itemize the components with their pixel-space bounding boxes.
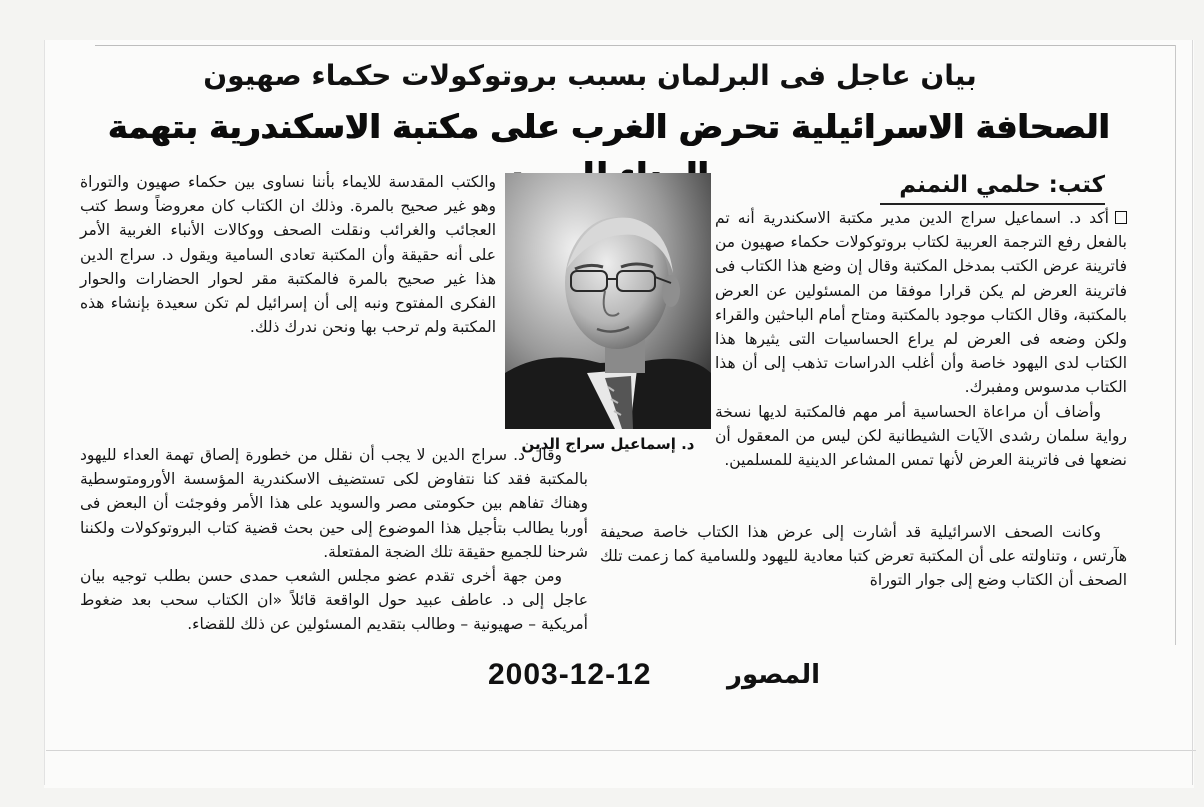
paragraph: وأضاف أن مراعاة الحساسية أمر مهم فالمكتبة لديها نسخة رواية سلمان رشدى الآيات الشيطانية لكن ليس من المعقول أن نضعها فى فاترينة العرض لأنها تمس المشاعر الدينية للمسلمين. xyxy=(715,402,1127,470)
byline-rule xyxy=(880,203,1105,205)
article-kicker: بيان عاجل فى البرلمان بسبب بروتوكولات حكماء صهيون xyxy=(203,59,977,92)
paragraph: وقال د. سراج الدين لا يجب أن نقلل من خطورة إلصاق تهمة العداء لليهود بالمكتبة فقد كنا نتفاوض لكى تستضيف الاسكندرية المؤسسة الأورومتوسطية وهناك تفاهم بين حكومتى مصر والسويد على هذا الأمر وفوجئت أن البعض فى أوربا يطالب بتأجيل هذا الموضوع إلى حين بحث قضية كتاب البروتوكولات ولكننا شرحنا للجميع حقيقة تلك الضجة المفتعلة. xyxy=(80,446,588,561)
paragraph: وكانت الصحف الاسرائيلية قد أشارت إلى عرض هذا الكتاب خاصة صحيفة هآرتس ، وتناولته على أن المكتبة تعرض كتبا معادية لليهود وللسامية كما زعمت تلك الصحف أن الكتاب وضع إلى جوار التوراة xyxy=(600,523,1127,590)
scan-border-bottom xyxy=(46,750,1196,751)
article-column-left-lower xyxy=(80,443,588,637)
portrait-photo xyxy=(505,173,711,429)
article-byline: كتب: حلمي النمنم xyxy=(899,172,1105,198)
article-column-right-lower xyxy=(600,520,1127,593)
source-date-line xyxy=(480,656,820,696)
portrait-illustration xyxy=(505,173,711,429)
photo-caption: د. إسماعيل سراج الدين xyxy=(521,435,695,453)
newspaper-name: المصور xyxy=(727,660,820,690)
square-bullet-icon xyxy=(1115,211,1127,224)
article-column-left xyxy=(80,170,496,339)
paragraph: والكتب المقدسة للايماء بأننا نساوى بين حكماء صهيون والتوراة وهو غير صحيح بالمرة. وذلك ان الكتاب كان معروضاً وسط كتب العجائب والغرائب ونقلت الصحف ووكالات الأنباء الغربية الأمر على أنه حقيقة وأن المكتبة تعادى السامية ويقول د. سراج الدين هذا غير صحيح بالمرة فالمكتبة مقر لحوار الحضارات والحوار الفكرى المفتوح ونبه إلى أن إسرائيل لم تكن سعيدة بإنشاء هذه المكتبة ولم ترحب بها ونحن ندرك ذلك. xyxy=(80,173,496,337)
scan-border-left xyxy=(44,40,45,785)
article-headline: الصحافة الاسرائيلية تحرض الغرب على مكتبة الاسكندرية بتهمة xyxy=(108,107,1110,146)
paragraph-text: أكد د. اسماعيل سراج الدين مدير مكتبة الاسكندرية أنه تم بالفعل رفع الترجمة العربية لكتاب بروتوكولات حكماء صهيون من فاترينة عرض الكتب بمدخل المكتبة وقال إن وضع هذا الكتاب فى فاترينة العرض لم يكن قرارا موفقا من المسئولين عن العرض بالمكتبة، وقال الكتاب موجود بالمكتبة ومتاح أمام الباحثين والقراء ولكن وضعه فى العرض لم يراع الحساسيات التى يثيرها هذا الكتاب لدى اليهود خاصة وأن أغلب الدراسات تذهب إلى أن هذا الكتاب مدسوس ومفبرك. xyxy=(715,209,1127,397)
publication-date: 2003-12-12 xyxy=(488,658,652,691)
paragraph xyxy=(715,206,1127,400)
article-column-right xyxy=(715,206,1127,472)
clipping-right-edge xyxy=(1175,45,1176,645)
paragraph: ومن جهة أخرى تقدم عضو مجلس الشعب حمدى حسن بطلب توجيه بيان عاجل إلى د. عاطف عبيد حول الواقعة قائلاً «ان الكتاب سحب بعد ضغوط أمريكية – صهيونية – وطالب بتقديم المسئولين عن ذلك للقضاء. xyxy=(80,567,588,634)
clipping-top-edge xyxy=(95,45,1175,46)
scan-border-right xyxy=(1192,40,1193,785)
